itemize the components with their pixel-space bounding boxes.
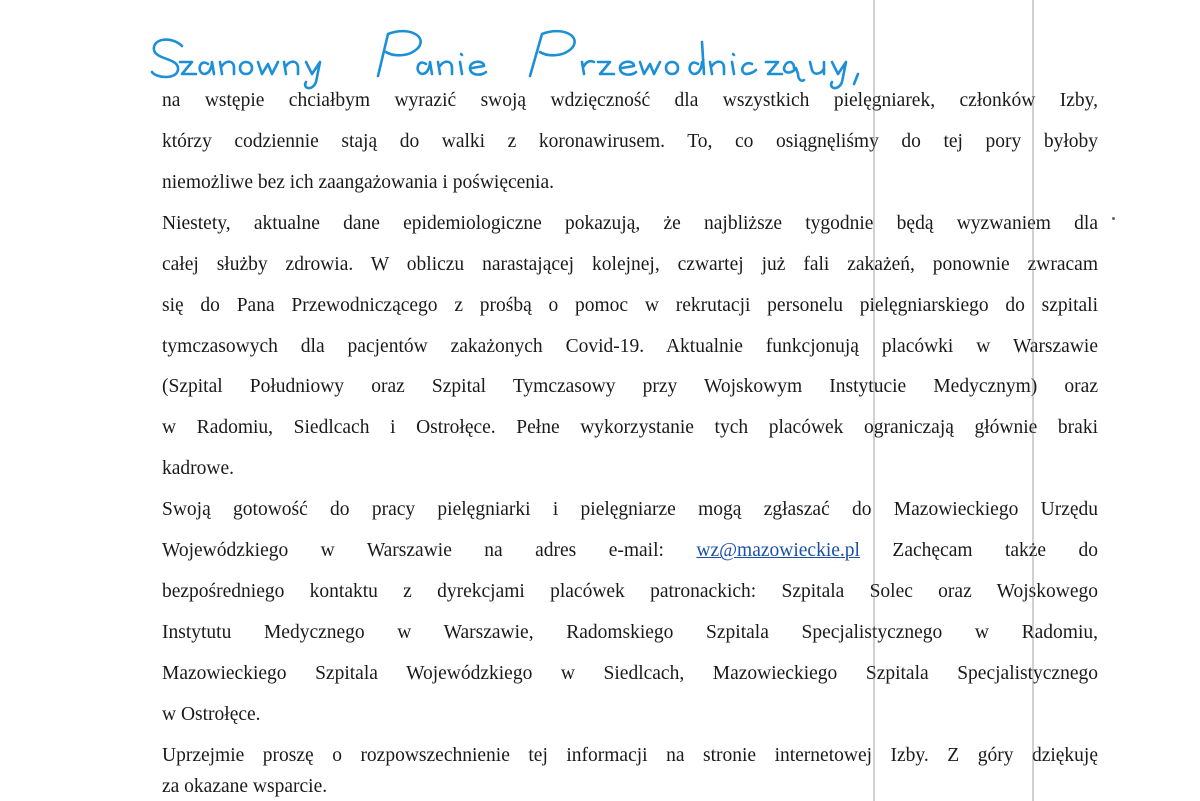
letter-line: Instytutu Medycznego w Warszawie, Radomskiego Szpitala Specjalistycznego w Radomiu, [162, 622, 1098, 643]
letter-line: Mazowieckiego Szpitala Wojewódzkiego w Siedlcach, Mazowieckiego Szpitala Specjalistycznego [162, 663, 1098, 684]
letter-line: za okazane wsparcie. [162, 776, 328, 797]
letter-line: Niestety, aktualne dane epidemiologiczne pokazują, że najbliższe tygodnie będą wyzwaniem dla [162, 213, 1098, 234]
email-line-before: Wojewódzkiego w Warszawie na adres e-mail: [162, 540, 664, 561]
letter-line: na wstępie chciałbym wyrazić swoją wdzięczność dla wszystkich pielęgniarek, członków Izby, [162, 90, 1098, 111]
letter-line: kadrowe. [162, 458, 235, 479]
letter-line: w Ostrołęce. [162, 704, 261, 725]
handwritten-greeting [146, 12, 906, 90]
letter-line: w Radomiu, Siedlcach i Ostrołęce. Pełne wykorzystanie tych placówek ograniczają głównie braki [162, 417, 1098, 438]
email-line-after: Zachęcam także do [892, 540, 1099, 561]
letter-line: się do Pana Przewodniczącego z prośbą o pomoc w rekrutacji personelu pielęgniarskiego do szpitali [162, 295, 1098, 316]
letter-line: którzy codziennie stają do walki z koronawirusem. To, co osiągnęliśmy do tej pory byłoby [162, 131, 1098, 152]
letter-line: niemożliwe bez ich zaangażowania i poświęcenia. [162, 172, 554, 193]
letter-line: całej służby zdrowia. W obliczu narastającej kolejnej, czwartej już fali zakażeń, ponownie zwracam [162, 254, 1098, 275]
letter-line: (Szpital Południowy oraz Szpital Tymczasowy przy Wojskowym Instytucie Medycznym) oraz [162, 376, 1098, 397]
email-line [162, 541, 1098, 561]
letter-line: Swoją gotowość do pracy pielęgniarki i pielęgniarze mogą zgłaszać do Mazowieckiego Urzędu [162, 499, 1098, 520]
scan-streak [1032, 0, 1034, 801]
scan-streak [873, 0, 875, 801]
letter-line: tymczasowych dla pacjentów zakażonych Covid-19. Aktualnie funkcjonują placówki w Warszawie [162, 336, 1098, 357]
letter-line: bezpośredniego kontaktu z dyrekcjami placówek patronackich: Szpitala Solec oraz Wojskowego [162, 581, 1098, 602]
letter-line: Uprzejmie proszę o rozpowszechnienie tej informacji na stronie internetowej Izby. Z góry dziękuję [162, 745, 1098, 766]
email-link[interactable]: wz@mazowieckie.pl [696, 540, 860, 561]
scan-speck [1112, 217, 1115, 220]
